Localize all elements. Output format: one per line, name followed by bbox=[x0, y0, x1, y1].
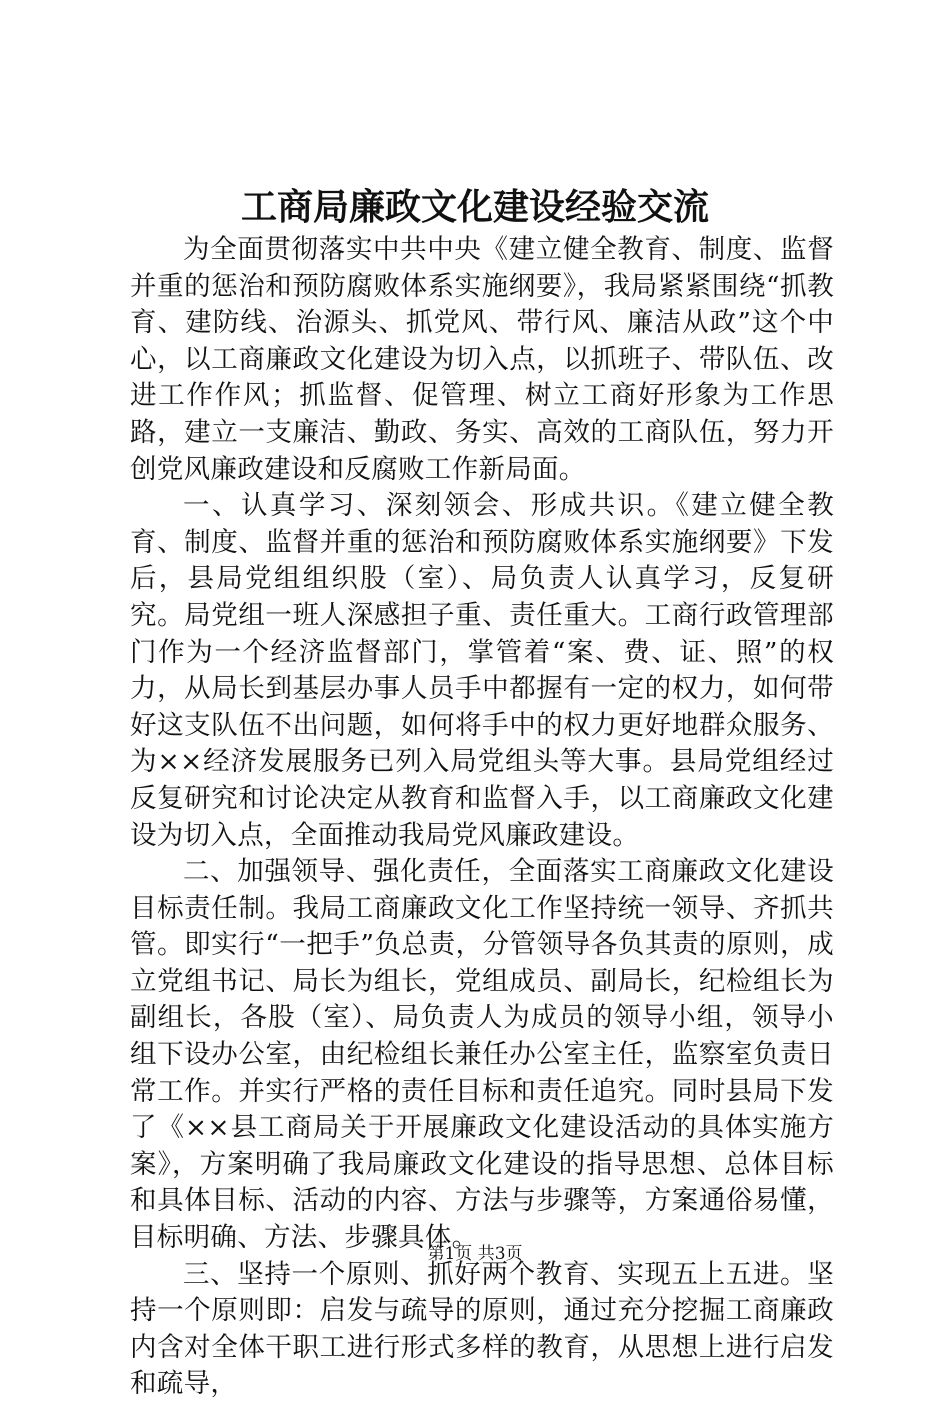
paragraph-intro: 为全面贯彻落实中共中央《建立健全教育、制度、监督并重的惩治和预防腐败体系实施纲要》，我局紧紧围绕“抓教育、建防线、治源头、抓党风、带行风、廉洁从政”这个中心，以工商廉政文化建设为切入点，以抓班子、带队伍、改进工作作风；抓监督、促管理、树立工商好形象为工作思路，建立一支廉洁、勤政、务实、高效的工商队伍，努力开创党风廉政建设和反腐败工作新局面。 bbox=[130, 234, 834, 485]
page-number-footer: 第1页 共3页 bbox=[427, 1244, 523, 1264]
paragraph-section-3: 三、坚持一个原则、抓好两个教育、实现五上五进。坚持一个原则即：启发与疏导的原则，通过充分挖掘工商廉政内含对全体干职工进行形式多样的教育，从思想上进行启发和疏导， bbox=[130, 1258, 834, 1400]
paragraph-section-1: 一、认真学习、深刻领会、形成共识。《建立健全教育、制度、监督并重的惩治和预防腐败体系实施纲要》下发后，县局党组组织股（室）、局负责人认真学习，反复研究。局党组一班人深感担子重、责任重大。工商行政管理部门作为一个经济监督部门，掌管着“案、费、证、照”的权力，从局长到基层办事人员手中都握有一定的权力，如何带好这支队伍不出问题，如何将手中的权力更好地群众服务、为××经济发展服务已列入局党组头等大事。县局党组经过反复研究和讨论决定从教育和监督入手，以工商廉政文化建设为切入点，全面推动我局党风廉政建设。 bbox=[130, 490, 834, 851]
document-title: 工商局廉政文化建设经验交流 bbox=[240, 186, 709, 228]
document-body bbox=[130, 232, 834, 1403]
paragraph-section-2: 二、加强领导、强化责任，全面落实工商廉政文化建设目标责任制。我局工商廉政文化工作坚持统一领导、齐抓共管。即实行“一把手”负总责，分管领导各负其责的原则，成立党组书记、局长为组长，党组成员、副局长，纪检组长为副组长，各股（室）、局负责人为成员的领导小组，领导小组下设办公室，由纪检组长兼任办公室主任，监察室负责日常工作。并实行严格的责任目标和责任追究。同时县局下发了《××县工商局关于开展廉政文化建设活动的具体实施方案》，方案明确了我局廉政文化建设的指导思想、总体目标和具体目标、活动的内容、方法与步骤等，方案通俗易懂，目标明确、方法、步骤具体。 bbox=[130, 856, 834, 1254]
